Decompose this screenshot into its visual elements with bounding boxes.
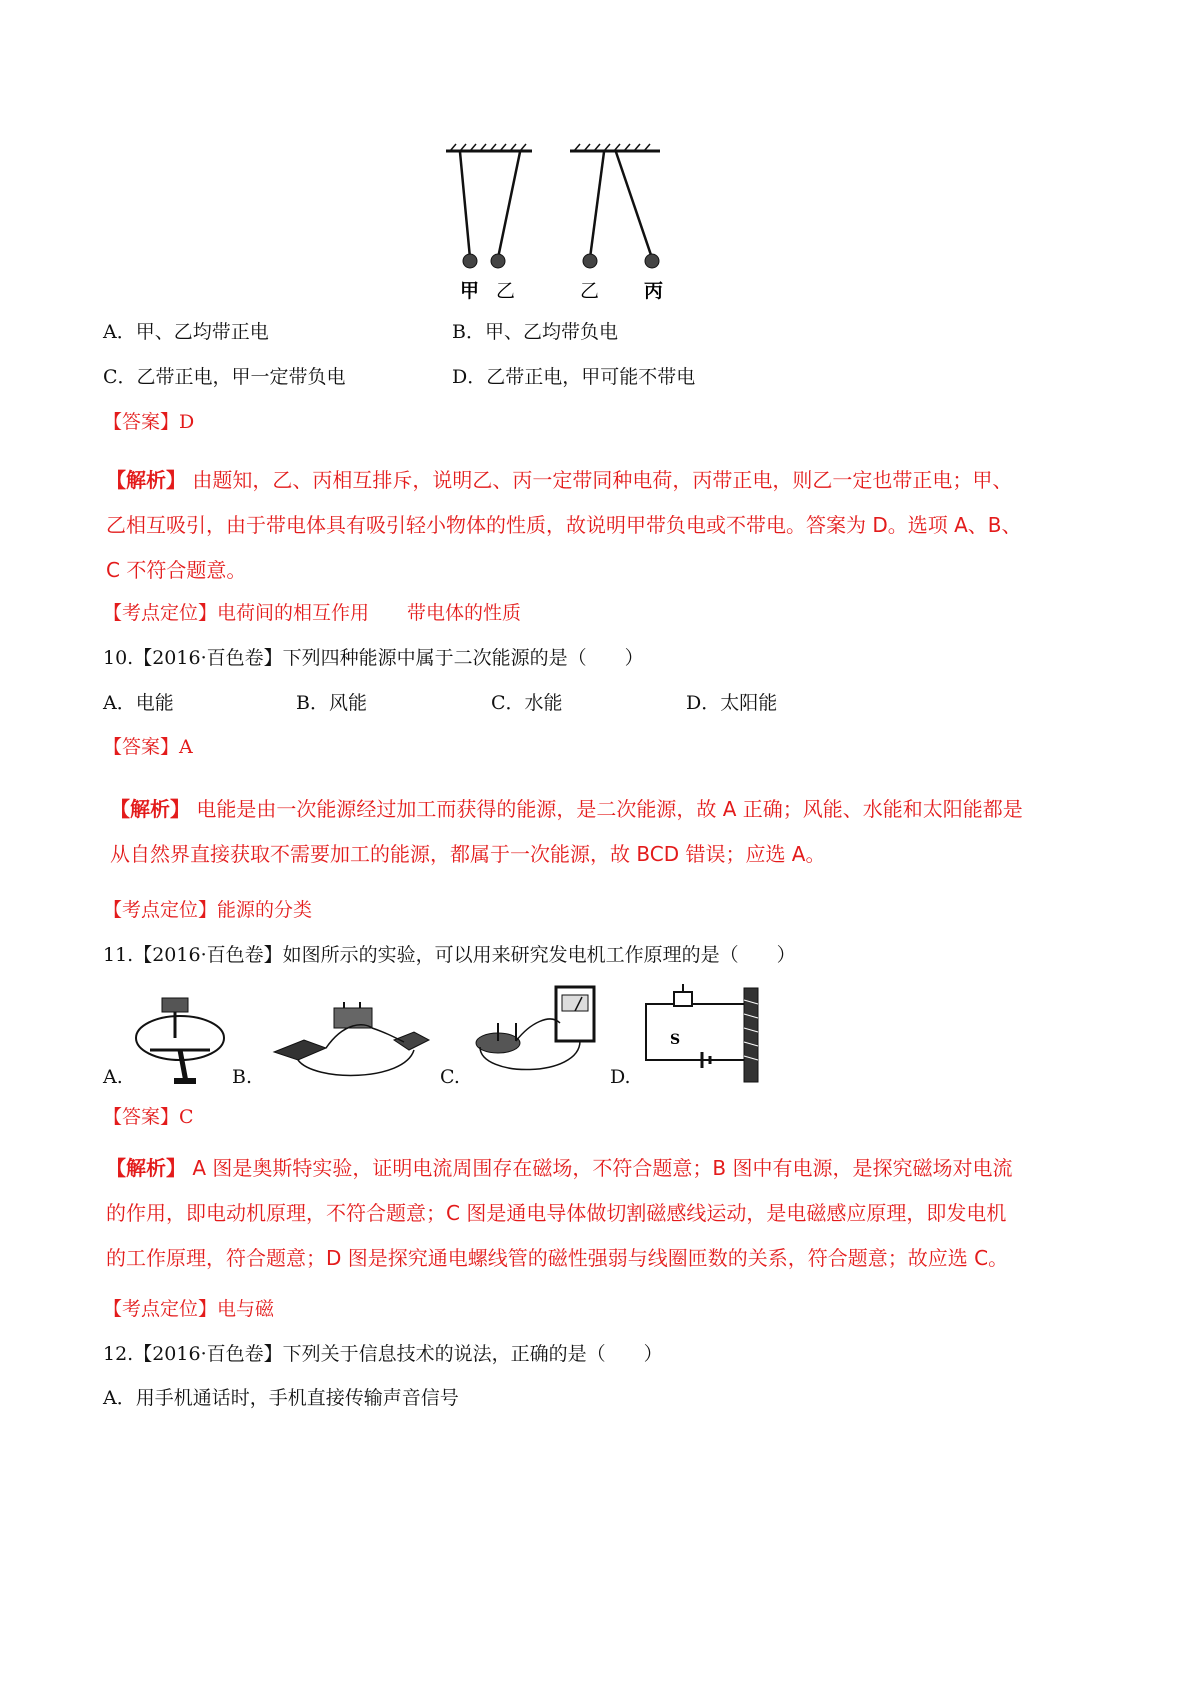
q11-figure-d — [640, 980, 765, 1086]
left-support — [446, 144, 532, 151]
q11-label-b: B. — [232, 1066, 253, 1088]
q11-stem: 11.【2016·百色卷】如图所示的实验，可以用来研究发电机工作原理的是（ ） — [103, 944, 796, 966]
svg-text:S: S — [670, 1032, 681, 1048]
q9-explain-tag: 【解析】 — [106, 468, 186, 492]
q9-topic: 【考点定位】电荷间的相互作用 带电体的性质 — [103, 602, 522, 624]
q12-option-a: A．用手机通话时，手机直接传输声音信号 — [103, 1387, 459, 1409]
q10-answer: 【答案】A — [103, 736, 193, 758]
q10-option-d: D．太阳能 — [686, 692, 778, 714]
q11-label-d: D. — [610, 1066, 631, 1088]
q11-explain-tag: 【解析】 — [106, 1156, 186, 1180]
q10-explanation — [110, 787, 1030, 877]
q11-figure-a — [130, 990, 230, 1090]
label-yi-left: 乙 — [496, 280, 516, 302]
ball-yi-right — [583, 254, 597, 268]
q9-option-d: D．乙带正电，甲可能不带电 — [452, 366, 696, 388]
q12-stem: 12.【2016·百色卷】下列关于信息技术的说法，正确的是（ ） — [103, 1343, 663, 1365]
q11-figure-b — [264, 992, 434, 1084]
right-support — [570, 144, 660, 151]
q9-option-b: B．甲、乙均带负电 — [452, 321, 618, 343]
q10-option-b: B．风能 — [296, 692, 367, 714]
q10-stem: 10.【2016·百色卷】下列四种能源中属于二次能源的是（ ） — [103, 647, 644, 669]
label-bing: 丙 — [644, 280, 664, 302]
q9-answer: 【答案】D — [103, 411, 195, 433]
q11-topic: 【考点定位】电与磁 — [103, 1298, 275, 1320]
ball-yi-left — [491, 254, 505, 268]
q10-topic: 【考点定位】能源的分类 — [103, 899, 313, 921]
pendulum-figure — [440, 140, 670, 305]
q9-option-a: A．甲、乙均带正电 — [103, 321, 269, 343]
q9-explain-text: 由题知，乙、丙相互排斥，说明乙、丙一定带同种电荷，丙带正电，则乙一定也带正电；甲、乙相互吸引，由于带电体具有吸引轻小物体的性质，故说明甲带负电或不带电。答案为 D。选项 A、B、C 不符合题意。 — [106, 468, 1022, 582]
q10-option-c: C．水能 — [491, 692, 563, 714]
q10-explain-text: 电能是由一次能源经过加工而获得的能源，是二次能源，故 A 正确；风能、水能和太阳能都是从自然界直接获取不需要加工的能源，都属于一次能源，故 BCD 错误；应选 A。 — [110, 797, 1023, 866]
ball-jia — [463, 254, 477, 268]
q10-explain-tag: 【解析】 — [110, 797, 190, 821]
q11-figure-c — [470, 983, 600, 1083]
q10-option-a: A．电能 — [103, 692, 174, 714]
q9-option-c: C．乙带正电，甲一定带负电 — [103, 366, 346, 388]
q11-label-c: C. — [440, 1066, 460, 1088]
q9-explanation — [106, 458, 1026, 593]
ball-bing — [645, 254, 659, 268]
q11-explain-text: A 图是奥斯特实验，证明电流周围存在磁场，不符合题意；B 图中有电源，是探究磁场对电流的作用，即电动机原理，不符合题意；C 图是通电导体做切割磁感线运动，是电磁感应原理，即发电机的工作原理，符合题意；D 图是探究通电螺线管的磁性强弱与线圈匝数的关系，符合题意；故应选 C。 — [106, 1156, 1013, 1270]
q11-answer: 【答案】C — [103, 1106, 194, 1128]
q11-label-a: A. — [103, 1066, 123, 1088]
label-yi-right: 乙 — [580, 280, 600, 302]
label-jia: 甲 — [460, 280, 480, 302]
q11-explanation — [106, 1146, 1026, 1281]
